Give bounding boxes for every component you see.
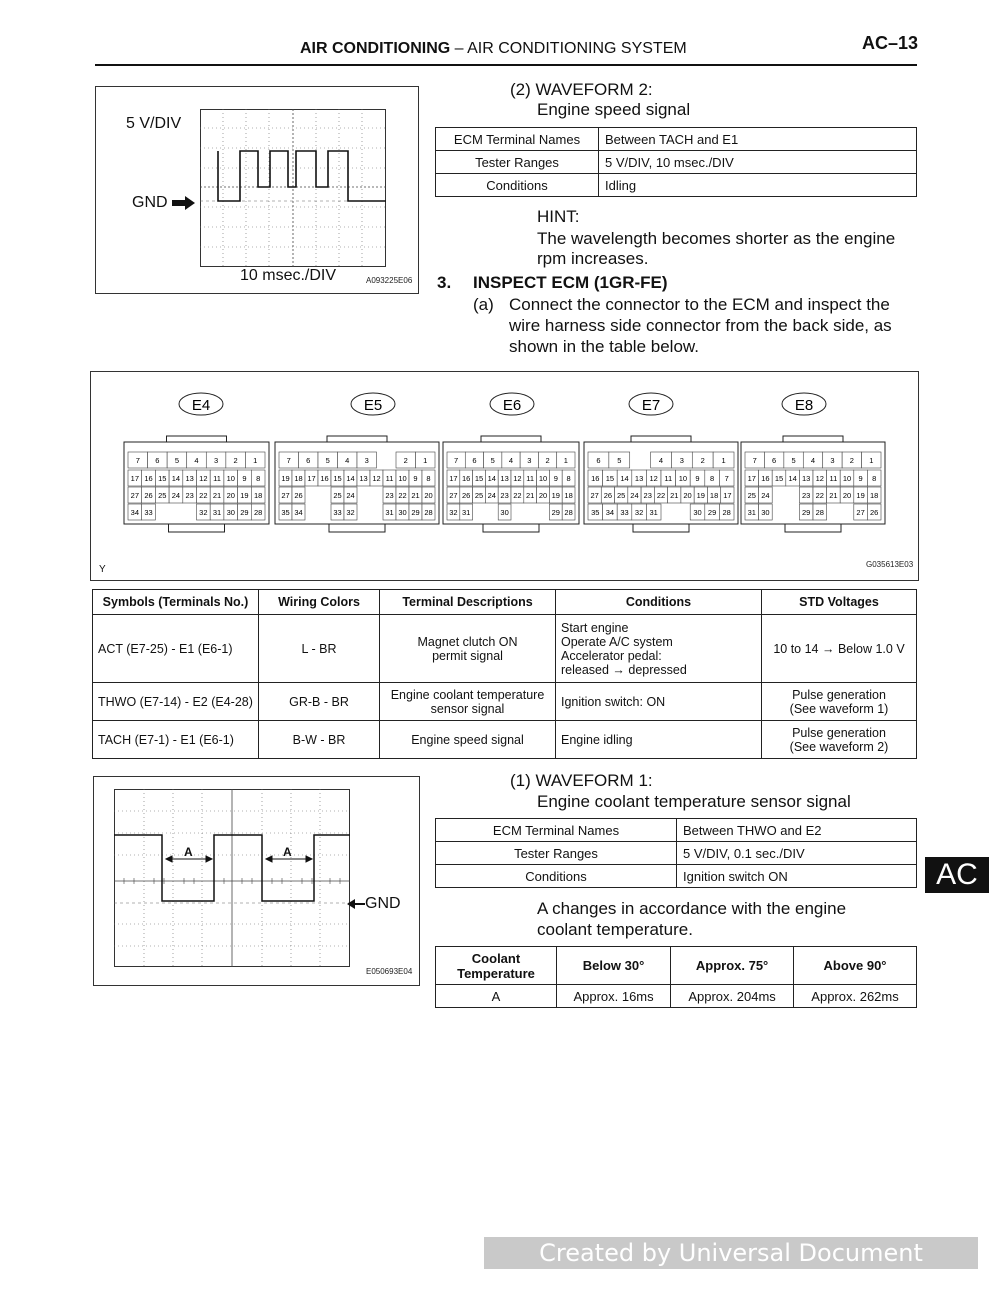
connector-pin-number: 27 xyxy=(130,491,140,500)
connector-latch xyxy=(631,436,691,442)
table-cell: Conditions xyxy=(436,174,599,197)
connector-latch xyxy=(167,436,227,442)
connector-pin-number: 12 xyxy=(513,474,522,483)
connector-pin-number: 24 xyxy=(346,491,355,500)
connector-pin-number: 15 xyxy=(605,474,615,483)
connector-pin-number: 3 xyxy=(830,456,835,465)
table-row xyxy=(93,683,917,721)
connector-pin-number: 24 xyxy=(761,491,770,500)
connector-pin-number: 11 xyxy=(213,474,221,483)
connector-pin-number: 17 xyxy=(130,474,140,483)
watermark: Created by Universal Document Converter xyxy=(484,1237,978,1269)
connector-pin-number: 10 xyxy=(842,474,852,483)
connector-pin-number: 29 xyxy=(802,508,811,517)
connector-pin-number: 16 xyxy=(320,474,329,483)
cell-line: Operate A/C system xyxy=(561,634,673,649)
step3-number: 3. xyxy=(437,273,452,292)
table-header: Wiring Colors xyxy=(259,590,380,615)
connector-pin-number: 19 xyxy=(551,491,560,500)
cell-line: permit signal xyxy=(432,648,503,663)
connector-pin-number: 11 xyxy=(385,474,394,483)
connector-pin-number: 11 xyxy=(829,474,838,483)
connector-pin-number: 28 xyxy=(424,508,433,517)
connector-pin-number: 8 xyxy=(872,474,877,483)
connector-pin-number: 6 xyxy=(306,456,311,465)
connector-pin-number: 7 xyxy=(135,456,140,465)
connector-pin-number: 11 xyxy=(664,474,673,483)
header-rule xyxy=(95,64,917,66)
connector-pin-number: 18 xyxy=(253,491,263,500)
connector-pin-number: 29 xyxy=(707,508,717,517)
connector-pin-number: 23 xyxy=(185,491,194,500)
connector-pin-number: 24 xyxy=(630,491,639,500)
connector-pin-number: 25 xyxy=(474,491,484,500)
waveform1-figure-code: E050693E04 xyxy=(366,967,413,976)
connector-pin-number: 14 xyxy=(346,474,355,483)
connector-pin-number: 9 xyxy=(413,474,418,483)
connector-pin-number: 7 xyxy=(724,474,729,483)
connector-pin-number: 26 xyxy=(294,491,303,500)
connector-pin-number: 6 xyxy=(772,456,777,465)
page-number: AC–13 xyxy=(862,33,919,53)
connector-pin-number: 19 xyxy=(240,491,249,500)
waveform1-note-2: coolant temperature. xyxy=(537,920,693,939)
waveform1-figure xyxy=(93,776,420,986)
table-header xyxy=(436,947,557,985)
connector-pin-number: 1 xyxy=(423,456,428,465)
connector-pin-number: 3 xyxy=(213,456,219,465)
connector-pin-number: 7 xyxy=(752,456,757,465)
table-cell: ECM Terminal Names xyxy=(436,128,599,151)
gnd-arrow-icon xyxy=(347,898,365,910)
connector-label: E6 xyxy=(502,397,522,414)
waveform1-table xyxy=(435,818,917,888)
connector-pin-number: 21 xyxy=(526,491,535,500)
connector-pin-number: 10 xyxy=(678,474,688,483)
connector-pin-number: 18 xyxy=(294,474,303,483)
connector-foot xyxy=(785,524,841,532)
table-cell: ECM Terminal Names xyxy=(436,819,677,842)
cell-line: Coolant xyxy=(471,950,521,966)
connector-pin-number: 27 xyxy=(856,508,865,517)
connector-pin-number: 16 xyxy=(144,474,153,483)
connector-pin-number: 22 xyxy=(815,491,824,500)
connector-pin-number: 18 xyxy=(870,491,879,500)
step3-sub-text-2: wire harness side connector from the back side, as xyxy=(509,316,892,335)
table-cell: Approx. 16ms xyxy=(557,985,671,1008)
connector-pin-number: 31 xyxy=(385,508,394,517)
table-cell: 5 V/DIV, 0.1 sec./DIV xyxy=(677,842,917,865)
table-row xyxy=(436,151,917,174)
connector-figure xyxy=(90,371,919,581)
connector-pin-number: 12 xyxy=(199,474,208,483)
table-cell xyxy=(380,683,556,721)
hint-text-2: rpm increases. xyxy=(537,249,649,268)
connector-pin-number: 5 xyxy=(174,456,180,465)
connector-pin-number: 4 xyxy=(810,456,816,465)
connector-label: E4 xyxy=(191,397,211,414)
connector-pin-number: 14 xyxy=(788,474,797,483)
connector-pin-number: 16 xyxy=(462,474,471,483)
connector-pin-number: 23 xyxy=(643,491,652,500)
connector-pin-number: 27 xyxy=(281,491,290,500)
connector-pin-number: 9 xyxy=(242,474,247,483)
section-tab: AC xyxy=(925,857,989,893)
connector-pin-number: 5 xyxy=(791,456,796,465)
connector-pin-number: 10 xyxy=(226,474,235,483)
connector-pin-number: 21 xyxy=(670,491,679,500)
connector-foot xyxy=(329,524,385,532)
connector-pin-number: 4 xyxy=(508,456,514,465)
temperature-table xyxy=(435,946,917,1008)
table-header: Approx. 75° xyxy=(671,947,794,985)
connector-pin-number: 8 xyxy=(566,474,571,483)
connector-pin-number: 34 xyxy=(294,508,303,517)
connector-pin-number: 35 xyxy=(281,508,290,517)
hint-label: HINT: xyxy=(537,207,580,226)
connector-label: E7 xyxy=(641,397,661,414)
connector-diagram xyxy=(91,372,918,557)
table-cell xyxy=(556,615,762,683)
connector-pin-number: 14 xyxy=(171,474,181,483)
waveform2-figure-code: A093225E06 xyxy=(366,276,413,285)
waveform2-table xyxy=(435,127,917,197)
connector-pin-number: 21 xyxy=(829,491,838,500)
table-header-row xyxy=(436,947,917,985)
table-cell xyxy=(380,615,556,683)
connector-pin-number: 1 xyxy=(563,456,568,465)
connector-pin-number: 32 xyxy=(346,508,355,517)
table-cell: GR-B - BR xyxy=(259,683,380,721)
cell-line: Start engine xyxy=(561,620,629,635)
cell-line: Temperature xyxy=(457,965,535,981)
connector-pin-number: 22 xyxy=(199,491,208,500)
connector-pin-number: 23 xyxy=(802,491,811,500)
table-cell xyxy=(380,721,556,759)
table-cell: ACT (E7-25) - E1 (E6-1) xyxy=(93,615,259,683)
table-cell: Approx. 204ms xyxy=(671,985,794,1008)
table-cell xyxy=(762,615,917,683)
connector-pin-number: 14 xyxy=(620,474,629,483)
step3-sub-text-3: shown in the table below. xyxy=(509,337,699,356)
table-cell: Between THWO and E2 xyxy=(677,819,917,842)
connector-pin-number: 12 xyxy=(649,474,658,483)
table-cell xyxy=(556,683,762,721)
cell-line: Magnet clutch ON xyxy=(417,634,518,649)
connector-foot xyxy=(483,524,539,532)
connector-pin-number: 6 xyxy=(155,456,160,465)
connector-pin-number: 20 xyxy=(842,491,852,500)
connector-label: E5 xyxy=(363,397,383,414)
connector-pin-number: 2 xyxy=(700,456,705,465)
table-row xyxy=(436,819,917,842)
connector-pin-number: 34 xyxy=(605,508,615,517)
connector-pin-number: 29 xyxy=(411,508,420,517)
connector-pin-number: 5 xyxy=(490,456,495,465)
header-title-sep: – xyxy=(450,40,468,57)
waveform1-note-1: A changes in accordance with the engine xyxy=(537,899,847,918)
connector-pin-number: 9 xyxy=(553,474,558,483)
connector-pin-number: 1 xyxy=(869,456,874,465)
connector-pin-number: 22 xyxy=(656,491,666,500)
connector-pin-number: 2 xyxy=(849,456,854,465)
step3-sub-text-1: Connect the connector to the ECM and inspect the xyxy=(509,295,890,314)
table-cell xyxy=(762,683,917,721)
connector-pin-number: 26 xyxy=(603,491,613,500)
connector-pin-number: 5 xyxy=(617,456,622,465)
connector-pin-number: 18 xyxy=(709,491,719,500)
connector-pin-number: 33 xyxy=(144,508,153,517)
connector-pin-number: 31 xyxy=(212,508,222,517)
connector-pin-number: 25 xyxy=(158,491,167,500)
connector-pin-number: 2 xyxy=(545,456,550,465)
connector-pin-number: 22 xyxy=(513,491,522,500)
connector-pin-number: 30 xyxy=(226,508,235,517)
connector-pin-number: 3 xyxy=(364,456,369,465)
table-cell: A xyxy=(436,985,557,1008)
cell-line: Pulse generation xyxy=(792,725,886,740)
table-header: Above 90° xyxy=(794,947,917,985)
connector-pin-number: 15 xyxy=(774,474,784,483)
connector-foot xyxy=(633,524,689,532)
connector-pin-number: 5 xyxy=(325,456,330,465)
waveform2-volt-label: 5 V/DIV xyxy=(126,115,182,132)
table-cell: L - BR xyxy=(259,615,380,683)
connector-pin-number: 8 xyxy=(426,474,431,483)
connector-figure-code: G035613E03 xyxy=(866,560,914,569)
connector-pin-number: 30 xyxy=(693,508,702,517)
connector-pin-number: 30 xyxy=(500,508,509,517)
table-cell: B-W - BR xyxy=(259,721,380,759)
connector-pin-number: 20 xyxy=(226,491,235,500)
terminal-table xyxy=(92,589,917,759)
table-cell: Idling xyxy=(599,174,917,197)
connector-pin-number: 16 xyxy=(761,474,770,483)
connector-pin-number: 13 xyxy=(634,474,644,483)
table-cell: Tester Ranges xyxy=(436,151,599,174)
connector-pin-number: 6 xyxy=(596,456,601,465)
waveform1-heading-num: (1) WAVEFORM 1: xyxy=(510,771,653,790)
connector-pin-number: 27 xyxy=(449,491,458,500)
connector-pin-number: 16 xyxy=(591,474,600,483)
waveform1-gnd-label: GND xyxy=(365,895,401,912)
connector-pin-number: 13 xyxy=(185,474,194,483)
connector-pin-number: 20 xyxy=(424,491,433,500)
connector-pin-number: 33 xyxy=(333,508,342,517)
connector-pin-number: 21 xyxy=(212,491,222,500)
connector-pin-number: 28 xyxy=(253,508,263,517)
cell-line: Engine coolant temperature xyxy=(390,687,545,702)
connector-pin-number: 7 xyxy=(286,456,291,465)
connector-pin-number: 28 xyxy=(564,508,573,517)
connector-pin-number: 24 xyxy=(487,491,496,500)
connector-pin-number: 9 xyxy=(695,474,700,483)
connector-pin-number: 11 xyxy=(526,474,535,483)
connector-pin-number: 9 xyxy=(858,474,863,483)
table-header: STD Voltages xyxy=(762,590,917,615)
table-cell xyxy=(762,721,917,759)
connector-pin-number: 15 xyxy=(474,474,484,483)
table-row xyxy=(436,128,917,151)
connector-pin-number: 13 xyxy=(500,474,509,483)
header-title-rest: AIR CONDITIONING SYSTEM xyxy=(467,40,687,57)
connector-pin-number: 21 xyxy=(411,491,420,500)
cell-line: released → depressed xyxy=(561,662,687,677)
connector-pin-number: 20 xyxy=(538,491,548,500)
connector-pin-number: 28 xyxy=(815,508,824,517)
table-row xyxy=(93,615,917,683)
table-row xyxy=(93,721,917,759)
connector-pin-number: 23 xyxy=(500,491,509,500)
table-cell: Between TACH and E1 xyxy=(599,128,917,151)
connector-pin-number: 22 xyxy=(398,491,407,500)
header-title-bold: AIR CONDITIONING xyxy=(300,40,451,57)
connector-latch xyxy=(783,436,843,442)
table-header: Conditions xyxy=(556,590,762,615)
connector-pin-number: 26 xyxy=(870,508,879,517)
connector-pin-number: 7 xyxy=(454,456,459,465)
connector-pin-number: 31 xyxy=(649,508,658,517)
connector-pin-number: 2 xyxy=(403,456,408,465)
connector-pin-number: 19 xyxy=(696,491,705,500)
connector-pin-number: 31 xyxy=(747,508,756,517)
table-row xyxy=(436,865,917,888)
table-cell xyxy=(556,721,762,759)
hint-text-1: The wavelength becomes shorter as the engine xyxy=(537,229,896,248)
table-row xyxy=(436,174,917,197)
waveform1-heading: Engine coolant temperature sensor signal xyxy=(537,792,851,811)
connector-pin-number: 33 xyxy=(620,508,629,517)
waveform2-scope xyxy=(200,109,386,267)
connector-pin-number: 14 xyxy=(487,474,496,483)
waveform2-gnd-label: GND xyxy=(132,194,168,211)
connector-pin-number: 19 xyxy=(281,474,290,483)
connector-pin-number: 20 xyxy=(683,491,692,500)
waveform1-scope xyxy=(114,789,350,967)
table-cell: 5 V/DIV, 10 msec./DIV xyxy=(599,151,917,174)
connector-pin-number: 29 xyxy=(551,508,560,517)
connector-pin-number: 10 xyxy=(398,474,407,483)
connector-pin-number: 12 xyxy=(372,474,381,483)
connector-pin-number: 24 xyxy=(171,491,181,500)
cell-line: Engine speed signal xyxy=(411,732,524,747)
cell-line: Engine idling xyxy=(561,732,633,747)
gnd-arrow-icon xyxy=(172,195,196,211)
connector-pin-number: 25 xyxy=(617,491,626,500)
connector-pin-number: 8 xyxy=(256,474,261,483)
connector-pin-number: 19 xyxy=(856,491,865,500)
connector-pin-number: 32 xyxy=(634,508,644,517)
step3-title: INSPECT ECM (1GR-FE) xyxy=(473,273,668,292)
connector-pin-number: 32 xyxy=(449,508,458,517)
connector-pin-number: 25 xyxy=(333,491,342,500)
table-cell: TACH (E7-1) - E1 (E6-1) xyxy=(93,721,259,759)
table-cell: Conditions xyxy=(436,865,677,888)
connector-pin-number: 17 xyxy=(449,474,458,483)
table-cell: THWO (E7-14) - E2 (E4-28) xyxy=(93,683,259,721)
cell-line: sensor signal xyxy=(430,701,505,716)
connector-pin-number: 4 xyxy=(658,456,664,465)
table-row xyxy=(436,842,917,865)
connector-pin-number: 35 xyxy=(591,508,600,517)
connector-pin-number: 1 xyxy=(721,456,726,465)
connector-pin-number: 1 xyxy=(253,456,258,465)
connector-pin-number: 4 xyxy=(194,456,199,465)
header-title xyxy=(300,40,687,58)
connector-latch xyxy=(481,436,541,442)
table-cell: Ignition switch ON xyxy=(677,865,917,888)
cell-line: Ignition switch: ON xyxy=(561,694,666,709)
connector-pin-number: 18 xyxy=(564,491,573,500)
cell-line: (See waveform 1) xyxy=(789,701,889,716)
connector-latch xyxy=(327,436,387,442)
connector-pin-number: 6 xyxy=(472,456,477,465)
connector-pin-number: 17 xyxy=(747,474,756,483)
cell-line: Pulse generation xyxy=(792,687,886,702)
connector-pin-number: 23 xyxy=(385,491,394,500)
connector-label: E8 xyxy=(794,397,814,414)
connector-pin-number: 10 xyxy=(538,474,548,483)
connector-pin-number: 34 xyxy=(130,508,140,517)
connector-pin-number: 15 xyxy=(158,474,167,483)
connector-pin-number: 27 xyxy=(590,491,599,500)
connector-pin-number: 2 xyxy=(233,456,238,465)
connector-pin-number: 13 xyxy=(359,474,368,483)
connector-pin-number: 26 xyxy=(144,491,153,500)
cell-line: Accelerator pedal: xyxy=(561,648,662,663)
connector-pin-number: 29 xyxy=(240,508,249,517)
connector-foot xyxy=(169,524,225,532)
connector-pin-number: 8 xyxy=(710,474,715,483)
connector-pin-number: 15 xyxy=(333,474,342,483)
waveform1-a-label-1: A xyxy=(184,845,193,859)
connector-pin-number: 13 xyxy=(802,474,811,483)
connector-pin-number: 17 xyxy=(723,491,732,500)
waveform2-time-label: 10 msec./DIV xyxy=(240,267,337,284)
table-header-row xyxy=(93,590,917,615)
connector-pin-number: 3 xyxy=(527,456,532,465)
waveform2-heading: Engine speed signal xyxy=(537,100,691,119)
connector-pin-number: 28 xyxy=(722,508,731,517)
connector-pin-number: 25 xyxy=(747,491,756,500)
waveform1-a-label-2: A xyxy=(283,845,292,859)
connector-pin-number: 3 xyxy=(679,456,684,465)
connector-pin-number: 4 xyxy=(345,456,350,465)
table-cell: Approx. 262ms xyxy=(794,985,917,1008)
waveform2-heading-num: (2) WAVEFORM 2: xyxy=(510,80,653,99)
connector-pin-number: 12 xyxy=(815,474,824,483)
waveform2-figure xyxy=(95,86,419,294)
table-header: Symbols (Terminals No.) xyxy=(93,590,259,615)
step3-sub-number: (a) xyxy=(473,295,494,314)
table-header: Below 30° xyxy=(557,947,671,985)
cell-line: (See waveform 2) xyxy=(789,739,889,754)
connector-pin-number: 30 xyxy=(398,508,407,517)
table-header: Terminal Descriptions xyxy=(380,590,556,615)
connector-pin-number: 32 xyxy=(199,508,208,517)
connector-pin-number: 30 xyxy=(761,508,770,517)
connector-figure-corner: Y xyxy=(99,564,106,575)
connector-pin-number: 31 xyxy=(462,508,471,517)
cell-line: 10 to 14 → Below 1.0 V xyxy=(773,641,905,656)
connector-pin-number: 17 xyxy=(307,474,316,483)
table-cell: Tester Ranges xyxy=(436,842,677,865)
table-row xyxy=(436,985,917,1008)
connector-pin-number: 26 xyxy=(462,491,471,500)
